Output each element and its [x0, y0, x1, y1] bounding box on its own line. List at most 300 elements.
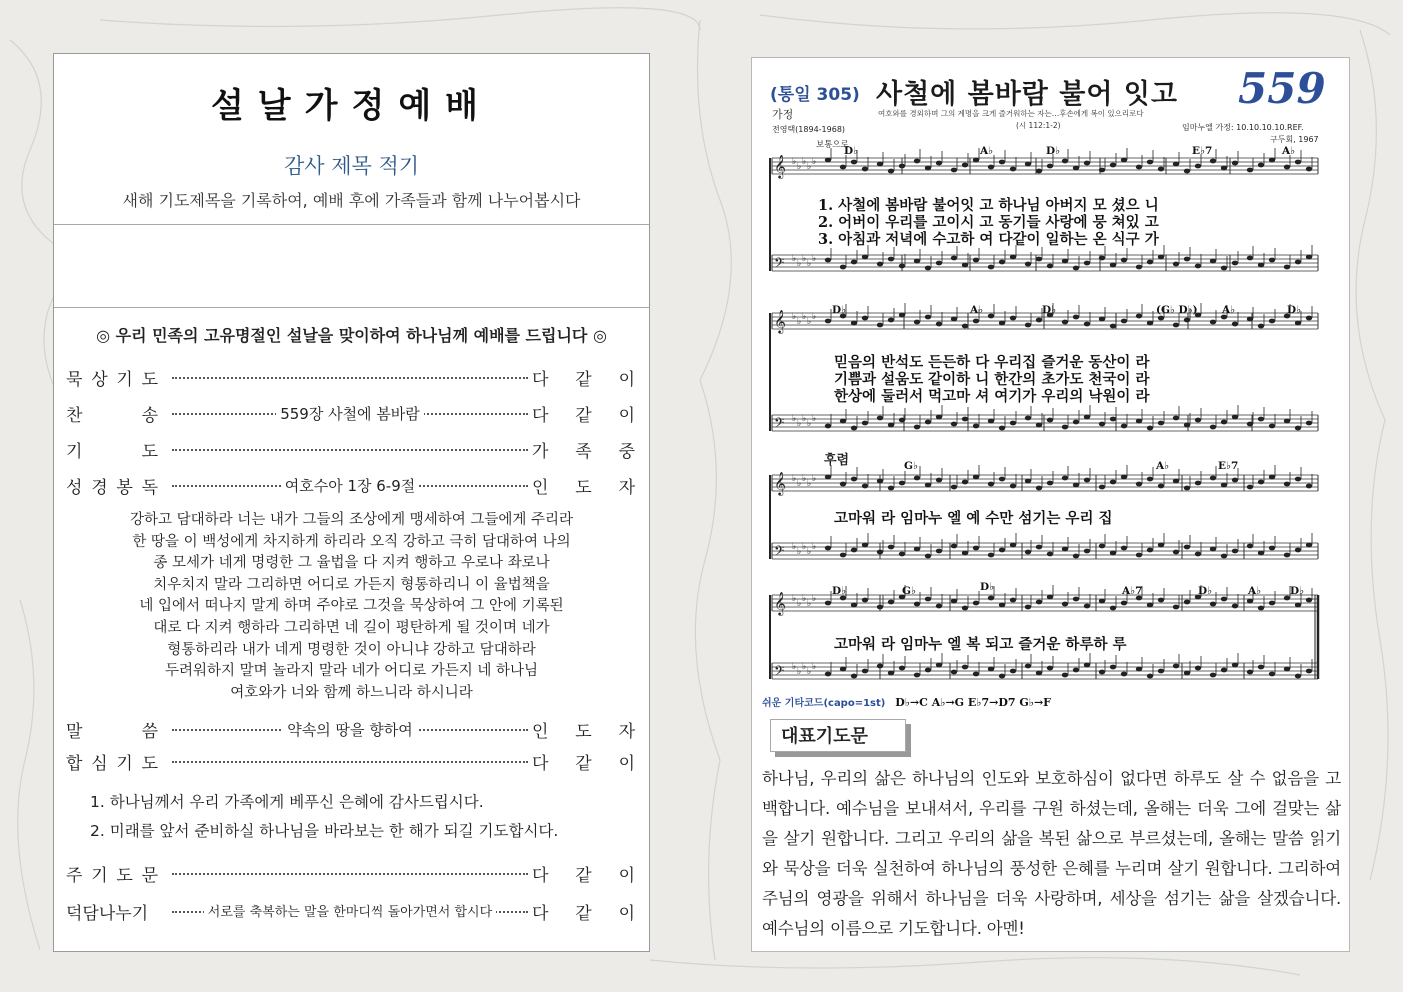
note-head	[1147, 426, 1153, 431]
note-head	[888, 423, 894, 428]
dotted-leader	[172, 441, 528, 459]
note-head	[925, 483, 931, 488]
note-head	[851, 548, 857, 553]
note-head	[888, 671, 894, 676]
note-head	[1036, 257, 1042, 262]
order-label: 성 경 봉 독	[66, 478, 158, 498]
hymn-arranger: 구두회, 1967	[1270, 135, 1319, 144]
note-head	[899, 264, 905, 269]
note-head	[1173, 550, 1179, 555]
divider	[54, 307, 649, 308]
note-head	[1247, 256, 1253, 261]
scripture-passage	[54, 510, 649, 704]
note-head	[1073, 315, 1079, 320]
chord-label: A♭	[980, 145, 994, 157]
note-head	[862, 316, 868, 321]
note-head	[1284, 265, 1290, 270]
note-head	[1110, 665, 1116, 670]
note-head	[925, 315, 931, 320]
chord-label: A♭7	[1122, 585, 1143, 597]
chord-label: E♭7	[1192, 145, 1213, 157]
treble-clef-icon: 𝄞	[774, 154, 786, 178]
note-head	[936, 478, 942, 483]
note-head	[1010, 598, 1016, 603]
note-head	[877, 416, 883, 421]
chord-label: D♭	[1042, 304, 1057, 316]
note-head	[925, 597, 931, 602]
order-participant: 다 같 이	[532, 370, 635, 390]
note-head	[1306, 484, 1312, 489]
note-head	[1121, 601, 1127, 606]
lyric-line: 3. 아침과 저녁에 수고하 여 다같이 일하는 온 식구 가	[818, 231, 1159, 248]
note-head	[862, 669, 868, 674]
order-label: 덕담나누기	[66, 904, 149, 924]
refrain-label: 후렴	[824, 453, 850, 468]
note-head	[840, 482, 846, 487]
order-detail: 약속의 땅을 향하여	[283, 721, 416, 739]
note-head	[1247, 168, 1253, 173]
note-head	[1232, 478, 1238, 483]
note-head	[862, 167, 868, 172]
note-head	[1195, 552, 1201, 557]
prayer-topics	[90, 788, 639, 846]
note-head	[1258, 480, 1264, 485]
flat-icon: ♭	[797, 599, 802, 609]
note-head	[1269, 319, 1275, 324]
note-head	[1195, 264, 1201, 269]
flat-icon: ♭	[802, 254, 807, 264]
note-head	[1306, 543, 1312, 548]
note-head	[1047, 595, 1053, 600]
note-head	[1269, 475, 1275, 480]
note-head	[899, 666, 905, 671]
note-head	[1232, 663, 1238, 668]
lyric-line: 믿음의 반석도 든든하 다 우리집 즐거운 동산이 라	[834, 354, 1150, 371]
note-head	[1221, 166, 1227, 171]
flat-icon: ♭	[807, 547, 812, 557]
note-head	[973, 319, 979, 324]
note-head	[1158, 669, 1164, 674]
note-head	[851, 260, 857, 265]
note-head	[1025, 664, 1031, 669]
chord-label: E♭7	[1218, 460, 1239, 472]
note-head	[840, 553, 846, 558]
gratitude-writing-area[interactable]	[54, 225, 649, 307]
note-head	[951, 670, 957, 675]
note-head	[1284, 482, 1290, 487]
note-head	[1147, 260, 1153, 265]
note-head	[1121, 158, 1127, 163]
flat-icon: ♭	[792, 662, 797, 672]
chord-label: D♭	[1290, 585, 1305, 597]
note-head	[1147, 321, 1153, 326]
note-head	[1295, 426, 1301, 431]
note-head	[1062, 159, 1068, 164]
order-label: 묵 상 기 도	[66, 370, 158, 390]
note-head	[1269, 601, 1275, 606]
note-head	[925, 166, 931, 171]
scripture-line: 치우치지 말라 그리하면 어디로 가든지 형통하리니 이 율법책을	[153, 576, 550, 593]
note-head	[1258, 263, 1264, 268]
note-head	[1295, 321, 1301, 326]
note-head	[962, 606, 968, 611]
scripture-line: 네 입에서 떠나지 말게 하며 주야로 그것을 묵상하여 그 안에 기록된	[139, 598, 564, 615]
note-head	[1136, 482, 1142, 487]
note-head	[1284, 667, 1290, 672]
note-head	[914, 476, 920, 481]
bass-clef-icon: 𝄢	[774, 543, 785, 562]
note-head	[1073, 266, 1079, 271]
note-head	[1269, 672, 1275, 677]
order-row-silent-prayer	[66, 365, 635, 391]
representative-prayer-text: 하나님, 우리의 삶은 하나님의 인도와 보호하심이 없다면 하루도 살 수 없음을 고백합니다. 예수님을 보내셔서, 우리를 구원 하셨는데, 올해는 더욱 그에 걸맞는 삶을 살기 원합니다. 그리고 우리의 삶을 복된 삶으로 부르셨는데, 올해는 말씀 읽기와 묵상을 더욱 실천하여 하나님의 풍성한 은혜를 누리며 살기 원합니다. 그리하여 주님의 영광을 위해서 하나님을 더욱 사랑하며, 세상을 섬기는 삶을 살겠습니다. 예수님의 이름으로 기도합니다. 아멘!	[762, 769, 1341, 938]
flat-icon: ♭	[797, 317, 802, 327]
order-label: 말 씀	[66, 722, 158, 742]
prayer-topic: 1. 하나님께서 우리 가족에게 베푸신 은혜에 감사드립시다.	[90, 793, 484, 811]
note-head	[1036, 169, 1042, 174]
bass-clef-icon: 𝄢	[774, 663, 785, 682]
note-head	[1036, 600, 1042, 605]
guitar-chords-map: D♭→C A♭→G E♭7→D7 G♭→F	[895, 696, 1051, 709]
note-head	[1173, 664, 1179, 669]
note-head	[1110, 324, 1116, 329]
note-head	[1184, 486, 1190, 491]
note-head	[1247, 544, 1253, 549]
note-head	[1147, 603, 1153, 608]
note-head	[1036, 318, 1042, 323]
note-head	[877, 162, 883, 167]
note-head	[862, 598, 868, 603]
chord-label: A♭	[1282, 145, 1296, 157]
flat-icon: ♭	[797, 259, 802, 269]
note-head	[1295, 674, 1301, 679]
gratitude-description: 새해 기도제목을 기록하여, 예배 후에 가족들과 함께 나누어봅시다	[122, 191, 581, 210]
note-head	[888, 169, 894, 174]
note-head	[951, 422, 957, 427]
note-head	[1147, 548, 1153, 553]
gratitude-heading: 감사 제목 적기	[283, 154, 420, 178]
order-detail: 559장 사철에 봄바람	[276, 405, 424, 423]
flat-icon: ♭	[807, 259, 812, 269]
order-row-scripture	[66, 473, 635, 499]
bass-clef-icon: 𝄢	[774, 415, 785, 434]
flat-icon: ♭	[802, 542, 807, 552]
chord-label: D♭	[832, 304, 847, 316]
note-head	[1232, 415, 1238, 420]
note-head	[1084, 549, 1090, 554]
note-head	[899, 164, 905, 169]
note-head	[999, 160, 1005, 165]
note-head	[1184, 671, 1190, 676]
flat-icon: ♭	[802, 312, 807, 322]
chord-label: G♭	[904, 460, 918, 472]
note-head	[1062, 320, 1068, 325]
note-head	[851, 426, 857, 431]
chord-label: A♭	[1248, 585, 1262, 597]
note-head	[1232, 261, 1238, 266]
order-label: 찬 송	[66, 406, 158, 426]
note-head	[1173, 416, 1179, 421]
note-head	[988, 667, 994, 672]
chord-label: D♭	[832, 585, 847, 597]
note-head	[1110, 417, 1116, 422]
note-head	[1184, 600, 1190, 605]
note-head	[1210, 673, 1216, 678]
note-head	[1210, 159, 1216, 164]
note-head	[951, 317, 957, 322]
note-head	[851, 603, 857, 608]
note-head	[1099, 317, 1105, 322]
treble-clef-icon: 𝄞	[774, 471, 786, 495]
note-head	[1147, 477, 1153, 482]
note-head	[1269, 424, 1275, 429]
note-head	[1025, 550, 1031, 555]
note-head	[899, 418, 905, 423]
note-head	[1099, 168, 1105, 173]
note-head	[888, 545, 894, 550]
hymn-unified-number: (통일 305)	[770, 85, 860, 105]
dotted-leader	[172, 903, 528, 921]
dotted-leader	[172, 721, 528, 739]
note-head	[988, 596, 994, 601]
note-head	[1121, 475, 1127, 480]
note-head	[1084, 478, 1090, 483]
note-head	[1110, 551, 1116, 556]
lyric-line: 2. 어버이 우리를 고이시 고 동기들 사랑에 뭉 쳐있 고	[818, 214, 1159, 231]
flat-icon: ♭	[807, 419, 812, 429]
chord-label: G♭	[902, 585, 916, 597]
note-head	[1062, 425, 1068, 430]
note-head	[1010, 167, 1016, 172]
note-head	[877, 262, 883, 267]
note-head	[962, 417, 968, 422]
note-head	[1306, 421, 1312, 426]
note-head	[1158, 255, 1164, 260]
note-head	[825, 601, 831, 606]
scripture-line: 형통하리라 내가 네게 명령한 것이 아니냐 강하고 담대하라	[167, 641, 536, 658]
note-head	[877, 664, 883, 669]
order-detail: 서로를 축복하는 말을 한마디씩 돌아가면서 합시다	[204, 905, 496, 920]
hymn-category: 가정	[772, 108, 794, 121]
note-head	[1010, 421, 1016, 426]
note-head	[962, 324, 968, 329]
note-head	[1158, 598, 1164, 603]
note-head	[1147, 160, 1153, 165]
note-head	[1158, 316, 1164, 321]
note-head	[1184, 257, 1190, 262]
note-head	[1073, 597, 1079, 602]
note-head	[851, 477, 857, 482]
note-head	[1010, 484, 1016, 489]
note-head	[1110, 263, 1116, 268]
note-head	[1158, 167, 1164, 172]
flat-icon: ♭	[797, 162, 802, 172]
flat-icon: ♭	[807, 479, 812, 489]
note-head	[1232, 322, 1238, 327]
note-head	[1221, 266, 1227, 271]
order-label: 기 도	[66, 442, 158, 462]
note-head	[877, 550, 883, 555]
dotted-leader	[172, 405, 528, 423]
chord-label: (G♭ D♭)	[1156, 304, 1198, 316]
note-head	[1184, 423, 1190, 428]
order-participant: 다 같 이	[532, 754, 635, 774]
order-row-hymn	[66, 401, 635, 427]
note-head	[1306, 167, 1312, 172]
flat-icon: ♭	[792, 254, 797, 264]
note-head	[1195, 481, 1201, 486]
note-head	[951, 485, 957, 490]
flat-icon: ♭	[812, 662, 817, 672]
note-head	[925, 668, 931, 673]
scripture-line: 종 모세가 네게 명령한 그 율법을 다 지켜 행하고 우로나 좌로나	[153, 555, 550, 572]
note-head	[1073, 483, 1079, 488]
treble-clef-icon: 𝄞	[774, 591, 786, 615]
flat-icon: ♭	[812, 594, 817, 604]
note-head	[1173, 262, 1179, 267]
note-head	[951, 168, 957, 173]
flat-icon: ♭	[797, 667, 802, 677]
hymn-title: 사철에 봄바람 불어 잇고	[876, 79, 1179, 110]
guitar-chords	[762, 694, 1051, 709]
note-head	[1036, 486, 1042, 491]
note-head	[1210, 476, 1216, 481]
note-head	[840, 667, 846, 672]
note-head	[825, 672, 831, 677]
note-head	[825, 319, 831, 324]
note-head	[825, 475, 831, 480]
note-head	[862, 484, 868, 489]
note-head	[1036, 671, 1042, 676]
note-head	[1047, 666, 1053, 671]
chord-label: D♭	[980, 581, 995, 593]
note-head	[1258, 665, 1264, 670]
note-head	[1306, 669, 1312, 674]
note-head	[914, 159, 920, 164]
note-head	[988, 165, 994, 170]
note-head	[973, 424, 979, 429]
dotted-leader	[172, 369, 528, 387]
note-head	[936, 261, 942, 266]
note-head	[962, 551, 968, 556]
note-head	[1099, 422, 1105, 427]
note-head	[825, 424, 831, 429]
note-head	[1173, 323, 1179, 328]
note-head	[914, 259, 920, 264]
note-head	[851, 674, 857, 679]
note-head	[1136, 265, 1142, 270]
note-head	[1284, 553, 1290, 558]
note-head	[1306, 316, 1312, 321]
chord-label: A♭	[1156, 460, 1170, 472]
note-head	[1173, 479, 1179, 484]
note-head	[1247, 670, 1253, 675]
lyric-line: 고마워 라 임마누 엘 복 되고 즐거운 하루하 루	[834, 636, 1127, 653]
note-head	[1232, 549, 1238, 554]
note-head	[1258, 324, 1264, 329]
note-head	[877, 479, 883, 484]
note-head	[988, 553, 994, 558]
note-head	[1284, 165, 1290, 170]
note-head	[951, 544, 957, 549]
note-head	[840, 265, 846, 270]
note-head	[1173, 162, 1179, 167]
note-head	[899, 481, 905, 486]
note-head	[840, 419, 846, 424]
order-label: 주 기 도 문	[66, 866, 158, 886]
note-head	[1121, 258, 1127, 263]
note-head	[1110, 480, 1116, 485]
note-head	[1073, 166, 1079, 171]
flat-icon: ♭	[812, 542, 817, 552]
flat-icon: ♭	[812, 254, 817, 264]
order-row-sermon	[66, 717, 635, 743]
hymn-verse: 여호와를 경외하며 그의 계명을 크게 즐거워하는 자는…후손에게 복이 있으리로다	[878, 109, 1144, 118]
flat-icon: ♭	[792, 474, 797, 484]
note-head	[1258, 163, 1264, 168]
note-head	[1084, 663, 1090, 668]
order-label: 합 심 기 도	[66, 754, 158, 774]
note-head	[1084, 322, 1090, 327]
note-head	[1047, 418, 1053, 423]
chord-label: D♭	[1287, 304, 1302, 316]
note-head	[1047, 481, 1053, 486]
lyric-line: 1. 사철에 봄바람 불어잇 고 하나님 아버지 모 셨으 니	[818, 197, 1159, 214]
note-head	[1184, 545, 1190, 550]
lyric-line: 고마워 라 임마누 엘 예 수만 섬기는 우리 집	[834, 510, 1113, 527]
hymn-composer: 전영택(1894-1968)	[772, 125, 846, 134]
note-head	[973, 546, 979, 551]
note-head	[1221, 483, 1227, 488]
note-head	[973, 258, 979, 263]
note-head	[1099, 544, 1105, 549]
note-head	[999, 260, 1005, 265]
note-head	[877, 323, 883, 328]
note-head	[1062, 259, 1068, 264]
note-head	[962, 665, 968, 670]
dotted-leader	[172, 865, 528, 883]
note-head	[973, 672, 979, 677]
note-head	[999, 674, 1005, 679]
note-head	[936, 161, 942, 166]
note-head	[888, 318, 894, 323]
order-row-blessing	[66, 899, 635, 925]
note-head	[1195, 666, 1201, 671]
note-head	[1258, 551, 1264, 556]
order-participant: 다 같 이	[532, 406, 635, 426]
flat-icon: ♭	[812, 157, 817, 167]
note-head	[1210, 259, 1216, 264]
flat-icon: ♭	[802, 662, 807, 672]
flat-icon: ♭	[802, 157, 807, 167]
flat-icon: ♭	[792, 542, 797, 552]
order-participant: 가 족 중	[532, 442, 635, 462]
note-head	[1158, 484, 1164, 489]
note-head	[1232, 161, 1238, 166]
scripture-line: 여호와가 너와 함께 하느니라 하시니라	[230, 684, 473, 701]
order-row-unison-prayer	[66, 749, 635, 775]
note-head	[988, 314, 994, 319]
note-head	[1136, 165, 1142, 170]
note-head	[1010, 316, 1016, 321]
note-head	[1247, 422, 1253, 427]
note-head	[862, 421, 868, 426]
note-head	[825, 258, 831, 263]
note-head	[936, 604, 942, 609]
note-head	[999, 603, 1005, 608]
order-participant: 다 같 이	[532, 904, 635, 924]
note-head	[1295, 477, 1301, 482]
